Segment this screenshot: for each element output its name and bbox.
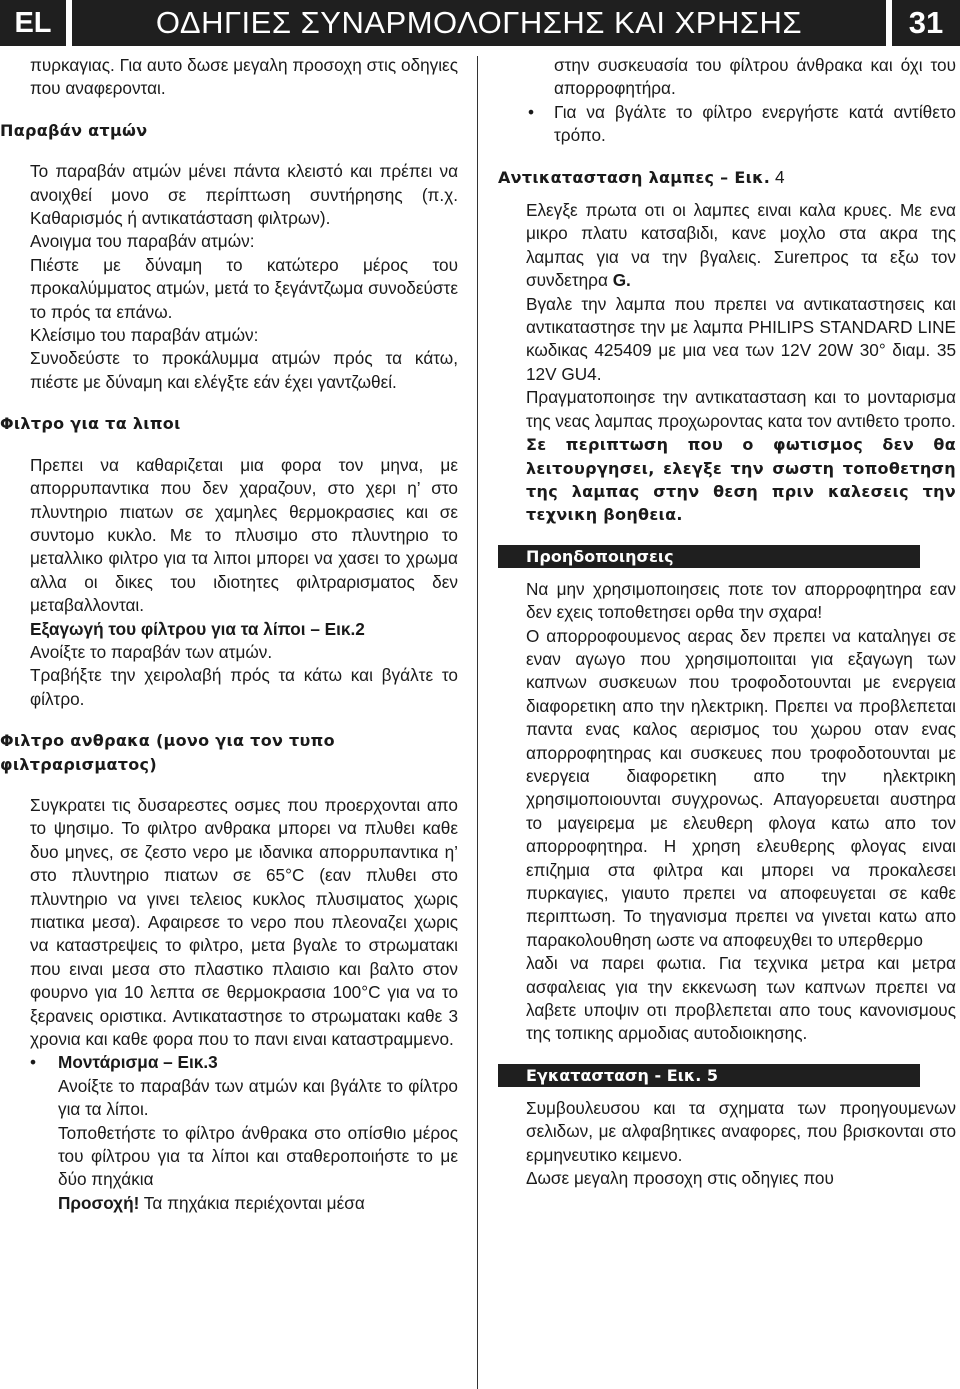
mount-bullet-item [0,1051,458,1074]
installation-paragraph-1: Συμβουλευσου και τα σχηματα των προηγουμενων σελιδων, με αλφαβητικες αναφορες, που βρισκονται στο ερμηνευτικο κειμενο. [526,1097,956,1165]
mount-warning-label: Προσοχή! [58,1192,140,1213]
mount-warning-text: Τα πηχάκια περιέχονται μέσα [139,1192,365,1213]
grease-paragraph: Πρεπει να καθαριζεται μια φορα τον μηνα, με απορρυπαντικα που δεν χαραζουν, στο χερι η’ στο πλυντηριο πιατων σε χαμηλες θερμοκρασιες και σε συντομο κυκλο. Με το πλυσιμο στο πλυντηριο το μεταλλικο φιλτρο για τα λιποι μπορει να χασει το χρωμα αλλα οι δικες του ιδιοτητες φιλτραρισματος δεν μεταβαλλονται. [30,454,458,616]
lamps-text-1: Ελεγξε πρωτα οτι οι λαμπες ειναι καλα κρυες. Με ενα μικρο πλατυ κατσαβιδι, κανε μοχλο στα ακρα της λαμπας για να την βγαλεις. Σureπρος τα εξω τον συνδετηρα [526,200,956,291]
carbon-continued: στην συσκευασία του φίλτρου άνθρακα και όχι του απορροφητήρα. [554,55,956,99]
left-column [0,54,458,1215]
remove-text: Για να βγάλτε το φίλτρο ενεργήστε κατά αντίθετο τρόπο. [554,101,956,146]
lamps-warning: Σε περιπτωση που ο φωτισμος δεν θα λειτουργησει, ελεγξε την σωστη τοποθετηση της λαμπας στην θεση πριν καλεσεις την τεχνικη βοηθεια. [526,435,956,525]
carbon-heading-line-2: φιλτραρισματος) [0,754,157,774]
warnings-heading: Προηδοποιησεις [498,545,920,568]
steam-open-label: Ανοιγμα του παραβάν ατμών: [30,231,255,252]
installation-paragraph-2: Δωσε μεγαλη προσοχη στις οδηγιες που [526,1168,834,1189]
language-badge: EL [0,0,66,46]
steam-paragraph: Το παραβάν ατμών μένει πάντα κλειστό και πρέπει να ανοιχθεί μονο σε περίπτωση συντήρησης (π.χ. Καθαρισμός ή αντικατάσταση φιλτρων). [30,161,458,229]
warnings-paragraph-2: Ο απορροφουμενος αερας δεν πρεπει να καταληγει σε εναν αγωγο που χρησιμοποιιται για εξαγωγη των καπνων συσκευων που τροφοδοτουνται με ενεργεια διαφορετικη απο την ηλεκτρικη. Πρεπει να προβλεπεται παντα ενας καλος αερισμος του χωρου οταν ενας απορροφητηρας και συσκευες που τροφοδοτουνται με ενεργεια διαφορετικη απο την ηλεκτρικη χρησιμοποιουνται συγχρονως. Απαγορευεται αυστηρα το μαγειρεμα με ελευθερη φλογα κατω απο τον απορροφητηρα. Η χρηση ελευθερης φλογας ειναι επιζημια στα φιλτρα και μπορει να προκαλεσει πυρκαγιες, γιαυτο πρεπει να αποφευγεται σε καθε περιπτωση. Το τηγανισμα πρεπει να γινεται κατω απο παρακολουθηση ωστε να αποφευχθει το υπερθερμο [526,625,956,950]
remove-bullet-item [498,101,956,148]
warnings-paragraph-3: λαδι να παρει φωτια. Για τεχνικα μετρα και μετρα ασφαλειας για την εκκενωση των καπνων πρεπει να λαβετε υποψιν οτι προβλεπεται απο τους κανονισμους της τοπικης αρμοδιας αυτοδιοικησης. [526,953,956,1044]
lamps-paragraph-1 [498,199,956,293]
grease-heading: Φιλτρο για τα λιποι [0,414,181,434]
page-number: 31 [892,0,960,46]
steam-close-label: Κλείσιμο του παραβάν ατμών: [30,325,259,346]
lamps-heading [498,166,956,189]
carbon-heading-line-1: Φιλτρο ανθρακα (μονο για τον τυπο [0,731,335,751]
grease-extract-label: Εξαγωγή του φίλτρου για τα λίποι – Εικ.2 [30,618,365,639]
mount-label: Μοντάρισμα – Εικ.3 [58,1052,218,1073]
lamps-heading-num: 4 [770,166,785,187]
mount-warning [0,1192,458,1215]
warnings-paragraph-1: Να μην χρησιμοποιησεις ποτε τον απορροφητηρα εαν δεν εχεις τοποθετησει ορθα την σχαρα! [526,578,956,623]
carbon-paragraph: Συγκρατει τις δυσαρεστες οσμες που προερχονται απο το ψησιμο. Το φιλτρο ανθρακα μπορει να πλυθει καθε δυο μηνες, σε ζεστο νερο με ιδανικα απορρυπαντικα η’ στο πλυντηριο πιατων σε 65°C (εαν πλυθει στο πλυντηριο να γινει τελειος κυκλος πλυσιματος χωρις πιατικα μεσα). Αφαιρεσε το νερο που πλεοναζει χωρις να καταστρεψεις το φιλτρο, μετα βγαλε το στρωματακι που ειναι μεσα στο πλαστικο πλαισιο και βαλτο στον φουρνο για 10 λεπτα σε θερμοκρασια 100°C για να το ξερανεις οριστικα. Αντικαταστησε το στρωματακι καθε 3 χρονια και καθε φορα που το πανι ειναι καταστραμμενο. [30,794,458,1050]
right-column [498,54,956,1190]
lamps-connector-g: G. [612,270,631,291]
page-title: ΟΔΗΓΙΕΣ ΣΥΝΑΡΜΟΛΟΓΗΣΗΣ ΚΑΙ ΧΡΗΣΗΣ [72,0,886,46]
column-divider [477,56,478,1389]
intro-paragraph: πυρκαγιας. Για αυτο δωσε μεγαλη προσοχη στις οδηγιες που αναφερονται. [30,55,458,99]
page-header [0,0,960,46]
steam-close-text: Συνοδεύστε το προκάλυμμα ατμών πρός τα κάτω, πιέστε με δύναμη και ελέγξτε εάν έχει γαντζωθεί. [30,348,458,392]
mount-step-2: Τοποθετήστε το φίλτρο άνθρακα στο οπίσθιο μέρος του φίλτρου για τα λίποι και σταθεροποιήστε το με δύο πηχάκια [58,1122,458,1190]
lamps-paragraph-3: Πραγματοποιησε την αντικατασταση και το μονταρισμα της νεας λαμπας προχωροντας κατα τον αντιθετο τροπο. [526,387,956,431]
installation-heading: Εγκατασταση - Εικ. 5 [498,1064,920,1087]
bullet-icon: • [30,1052,37,1073]
grease-extract-step-1: Ανοίξτε το παραβάν των ατμών. [30,641,273,662]
bullet-icon: • [528,101,535,122]
lamps-heading-text: Αντικατασταση λαμπες – Εικ. [498,167,771,187]
lamps-paragraph-2: Βγαλε την λαμπα που πρεπει να αντικαταστησεις και αντικαταστησε την με λαμπα PHILIPS STANDARD LINE κωδικας 425409 με μια νεα των 12V 20W 30° διαμ. 35 12V GU4. [526,293,956,384]
steam-open-text: Πιέστε με δύναμη το κατώτερο μέρος του προκαλύμματος ατμών, μετά το ξεγάντζωμα συνοδεύστε το πρός τα επάνω. [30,254,458,322]
grease-extract-step-2: Τραβήξτε την χειρολαβή πρός τα κάτω και βγάλτε το φίλτρο. [30,665,458,709]
mount-step-1: Ανοίξτε το παραβάν των ατμών και βγάλτε το φίλτρο για τα λίποι. [58,1075,458,1120]
steam-heading: Παραβάν ατμών [0,120,148,140]
